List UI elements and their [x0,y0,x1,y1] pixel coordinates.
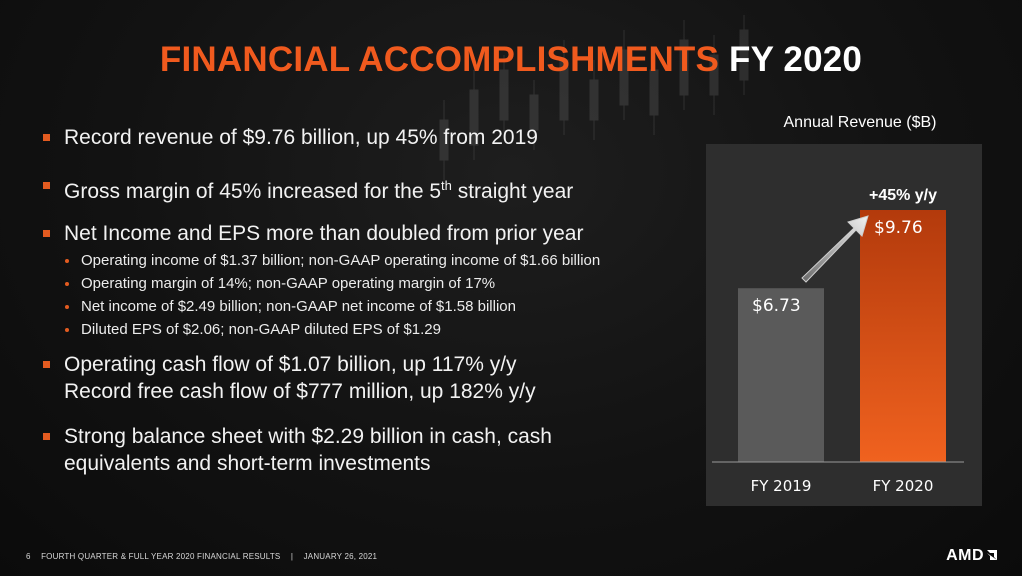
sub-bullet-item [40,297,700,316]
page-title [0,40,1022,80]
bullet-text: Record revenue of $9.76 billion, up 45% from 2019 [64,126,538,149]
logo-text: AMD [946,547,984,564]
bar-value-label: $9.76 [874,218,923,238]
sub-bullet-text: Diluted EPS of $2.06; non-GAAP diluted EPS of $1.29 [81,321,441,338]
bullet-text: Gross margin of 45% increased for the 5 [64,180,442,203]
sub-bullet-list [40,251,700,339]
page-number: 6 [26,552,31,561]
sub-bullet-item [40,320,700,339]
bullet-list [40,124,700,477]
bullet-net-income [40,220,700,247]
growth-arrow-icon [802,216,868,282]
bullet-text-suffix: straight year [451,180,574,203]
square-bullet-icon [43,134,50,141]
chart-title: Annual Revenue ($B) [783,114,937,131]
sub-bullet-text: Net income of $2.49 billion; non-GAAP net income of $1.58 billion [81,298,516,315]
footer-text: FOURTH QUARTER & FULL YEAR 2020 FINANCIAL RESULTS [41,552,281,561]
title-accent: FINANCIAL ACCOMPLISHMENTS [159,40,720,79]
bullet-revenue [40,124,700,151]
bar-fy-2020 [860,210,946,462]
footer-separator: | [290,552,294,561]
square-bullet-icon [43,433,50,440]
bullet-text-line2: Record free cash flow of $777 million, up 182% y/y [64,380,536,403]
bullet-balance-sheet [40,423,700,477]
dot-bullet-icon [65,282,69,286]
footer-date: JANUARY 26, 2021 [303,552,378,561]
amd-logo [946,547,998,565]
bullet-text-line2: equivalents and short-term investments [64,452,431,475]
dot-bullet-icon [65,259,69,263]
bullet-text-line1: Operating cash flow of $1.07 billion, up 117% y/y [64,353,517,376]
category-label: FY 2020 [872,477,934,495]
sub-bullet-item [40,274,700,293]
title-year: FY 2020 [729,40,863,79]
bullet-text: Net Income and EPS more than doubled from prior year [64,222,584,245]
sub-bullet-text: Operating margin of 14%; non-GAAP operating margin of 17% [81,275,496,292]
bullet-gross-margin [40,172,700,205]
square-bullet-icon [43,230,50,237]
bullet-cash-flow [40,351,700,405]
revenue-bar-chart [706,144,982,506]
footer [26,552,385,561]
category-label: FY 2019 [750,477,812,495]
dot-bullet-icon [65,305,69,309]
bullet-text-line1: Strong balance sheet with $2.29 billion in cash, cash [64,425,552,448]
bar-value-label: $6.73 [752,296,801,317]
sub-bullet-text: Operating income of $1.37 billion; non-GAAP operating income of $1.66 billion [81,252,601,269]
dot-bullet-icon [65,328,69,332]
sub-bullet-item [40,251,700,270]
growth-annotation: +45% y/y [868,187,938,204]
bullet-superscript: th [441,178,452,193]
square-bullet-icon [43,361,50,368]
square-bullet-icon [43,182,50,189]
amd-arrow-logo-icon [986,549,998,561]
revenue-chart-panel [706,144,982,506]
